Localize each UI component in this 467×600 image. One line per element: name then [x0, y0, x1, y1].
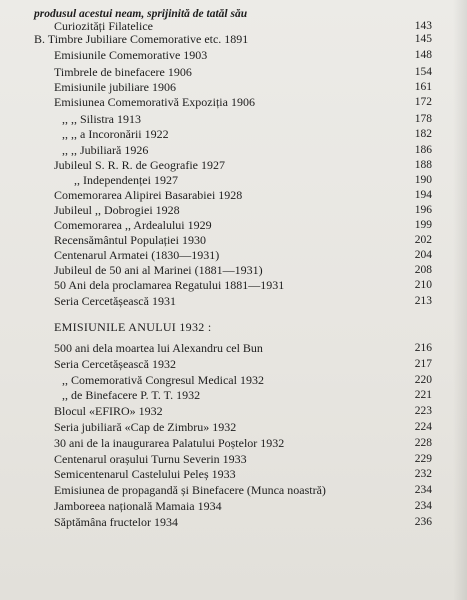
- toc-entry: [0, 66, 467, 79]
- toc-entry-title: 50 Ani dela proclamarea Regatului 1881—1931: [54, 278, 285, 292]
- section-heading: EMISIUNILE ANULUI 1932 :: [54, 320, 212, 334]
- toc-entry: [0, 358, 467, 371]
- toc-entry: [0, 219, 467, 232]
- toc-entry: [0, 264, 467, 277]
- toc-entry: [0, 144, 467, 157]
- toc-entry: [0, 113, 467, 126]
- toc-entry-title: ,, ,, Jubiliară 1926: [62, 143, 149, 157]
- toc-entry-title: Seria Cercetășească 1932: [54, 357, 176, 371]
- toc-entry-title: Comemorarea Alipirei Basarabiei 1928: [54, 188, 243, 202]
- toc-entry: [0, 279, 467, 292]
- toc-entry-page: 213: [414, 295, 432, 307]
- toc-entry-page: 220: [414, 374, 432, 386]
- toc-entry-title: Recensământul Populației 1930: [54, 233, 206, 247]
- toc-entry: [0, 128, 467, 141]
- toc-entry: [0, 295, 467, 308]
- toc-entry-title: Emisiunea Comemorativă Expoziția 1906: [54, 95, 255, 109]
- toc-entry: [0, 33, 467, 46]
- toc-entry-page: 199: [414, 219, 432, 231]
- toc-entry-page: 194: [414, 189, 432, 201]
- toc-entry-page: 232: [414, 468, 432, 480]
- toc-entry-title: Centenarul orașului Turnu Severin 1933: [54, 452, 247, 466]
- toc-entry-page: 224: [414, 421, 432, 433]
- toc-entry-title: Timbrele de binefacere 1906: [54, 65, 192, 79]
- toc-entry-title: produsul acestui neam, sprijinită de tatăl său: [34, 8, 248, 20]
- toc-entry-title: Blocul «EFIRO» 1932: [54, 404, 163, 418]
- toc-entry-title: ,, de Binefacere P. T. T. 1932: [62, 388, 201, 402]
- toc-entry: [0, 96, 467, 109]
- toc-entry-title: Emisiunea de propagandă și Binefacere (Munca noastră): [54, 483, 326, 497]
- toc-entry-page: 208: [414, 264, 432, 276]
- toc-entry-page: 229: [414, 453, 432, 465]
- toc-entry-page: 216: [414, 342, 432, 354]
- toc-entry-page: 172: [414, 96, 432, 108]
- toc-entry: [0, 81, 467, 94]
- toc-entry: [0, 174, 467, 187]
- toc-entry: [0, 484, 467, 497]
- toc-entry-title: Jubileul ,, Dobrogiei 1928: [54, 203, 180, 217]
- toc-entry: [0, 389, 467, 402]
- toc-entry-page: 234: [414, 500, 432, 512]
- toc-entry: [0, 249, 467, 262]
- toc-entry: [0, 405, 467, 418]
- toc-entry-title: 30 ani de la inaugurarea Palatului Poștelor 1932: [54, 436, 285, 450]
- toc-entry-page: 178: [414, 113, 432, 125]
- toc-entry: [0, 49, 467, 62]
- toc-entry-title: 500 ani dela moartea lui Alexandru cel Bun: [54, 341, 263, 355]
- toc-entry-page: 186: [414, 144, 432, 156]
- toc-entry-title: Comemorarea ,, Ardealului 1929: [54, 218, 212, 232]
- toc-entry: [0, 374, 467, 387]
- toc-entry-title: ,, Independenței 1927: [74, 173, 178, 187]
- toc-entry-title: ,, ,, Silistra 1913: [62, 112, 142, 126]
- toc-entry: [0, 234, 467, 247]
- toc-entry-page: 223: [414, 405, 432, 417]
- page-shadow: [453, 0, 467, 600]
- toc-entry: [0, 500, 467, 513]
- toc-entry-page: 154: [414, 66, 432, 78]
- toc-entry-title: Curiozități Filatelice: [54, 19, 153, 33]
- toc-entry-title: Emisiunile Comemorative 1903: [54, 48, 208, 62]
- toc-entry-page: 204: [414, 249, 432, 261]
- toc-entry-title: Jamboreea națională Mamaia 1934: [54, 499, 222, 513]
- toc-entry-page: 210: [414, 279, 432, 291]
- toc-entry-page: 196: [414, 204, 432, 216]
- toc-entry-page: 217: [414, 358, 432, 370]
- toc-entry-title: Seria jubiliară «Cap de Zimbru» 1932: [54, 420, 237, 434]
- toc-entry: [0, 421, 467, 434]
- toc-entry-title: Centenarul Armatei (1830—1931): [54, 248, 220, 262]
- toc-entry-page: 202: [414, 234, 432, 246]
- toc-entry-page: 221: [414, 389, 432, 401]
- toc-entry-title: ,, Comemorativă Congresul Medical 1932: [62, 373, 264, 387]
- toc-entry: [0, 453, 467, 466]
- toc-entry: [0, 204, 467, 217]
- toc-entry-page: 182: [414, 128, 432, 140]
- toc-entry: [0, 516, 467, 529]
- toc-entry-title: Emisiunile jubiliare 1906: [54, 80, 176, 94]
- toc-entry-page: 228: [414, 437, 432, 449]
- toc-entry: [0, 468, 467, 481]
- toc-entry-page: 148: [414, 49, 432, 61]
- toc-entry-page: 236: [414, 516, 432, 528]
- toc-entry: [0, 342, 467, 355]
- toc-entry: [0, 159, 467, 172]
- toc-entry-page: 145: [414, 33, 432, 45]
- toc-entry: [0, 189, 467, 202]
- toc-entry-title: ,, ,, a Incoronării 1922: [62, 127, 169, 141]
- toc-entry-title: B. Timbre Jubiliare Comemorative etc. 1891: [34, 32, 249, 46]
- toc-entry-title: Săptămâna fructelor 1934: [54, 515, 178, 529]
- toc-entry-page: 161: [414, 81, 432, 93]
- toc-entry-title: Seria Cercetășească 1931: [54, 294, 176, 308]
- toc-entry-title: Jubileul S. R. R. de Geografie 1927: [54, 158, 225, 172]
- toc-entry: [0, 437, 467, 450]
- toc-entry-page: 188: [414, 159, 432, 171]
- toc-entry-title: Semicentenarul Castelului Peleș 1933: [54, 467, 236, 481]
- toc-entry-page: 143: [414, 20, 432, 32]
- toc-entry-title: Jubileul de 50 ani al Marinei (1881—1931): [54, 263, 263, 277]
- toc-entry-page: 234: [414, 484, 432, 496]
- toc-entry-page: 190: [414, 174, 432, 186]
